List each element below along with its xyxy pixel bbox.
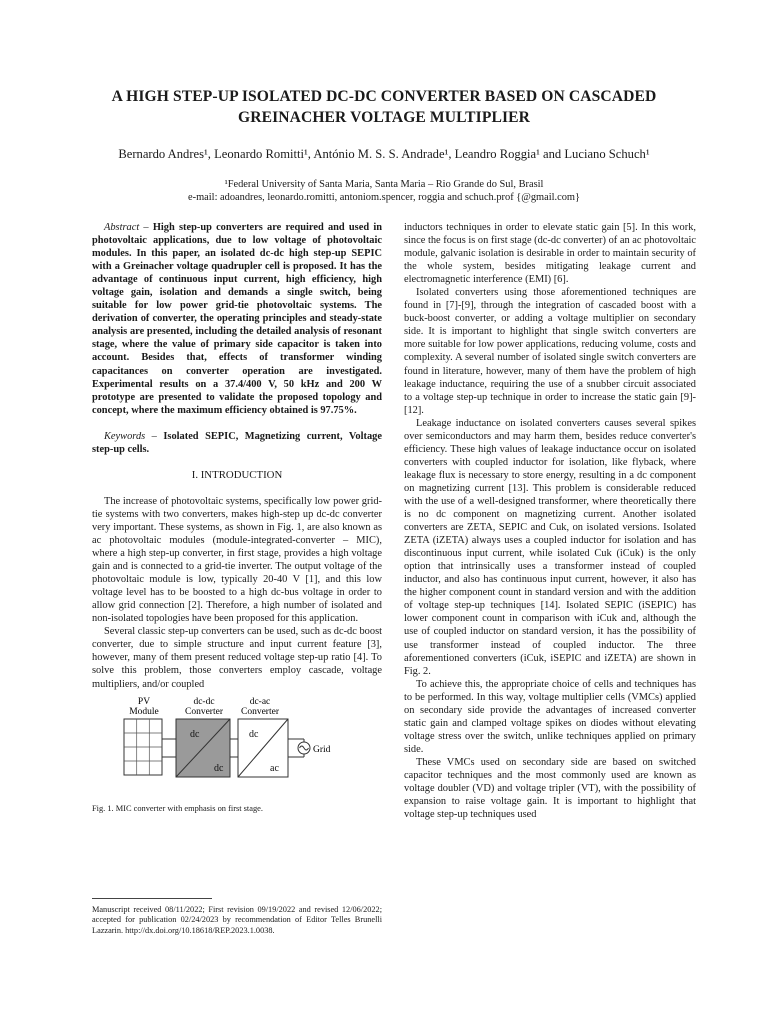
box2-bottom-label: ac bbox=[270, 762, 279, 774]
dcdc-label-1: dc-dc bbox=[193, 696, 215, 707]
grid-label: Grid bbox=[313, 744, 331, 755]
email-line: e-mail: adoandres, leonardo.romitti, antoniom.spencer, roggia and schuch.prof {@gmail.com} bbox=[188, 192, 580, 203]
affiliation-block bbox=[60, 178, 708, 204]
dcac-label-2: Converter bbox=[241, 706, 279, 717]
paragraph: inductors techniques in order to elevate static gain [5]. In this work, since the focus is on first stage (dc-dc converter) of an ac photovoltaic module, galvanic isolation is desirable in order to maintain security of the whole system, besides mitigating leakage current and electromagnetic interference (EMI) [6]. bbox=[404, 222, 696, 286]
paragraph: Several classic step-up converters can be used, such as dc-dc boost converter, due to simple structure and input current feature [3], however, many of them present reduced voltage step-up ratio [4]. To solve this problem, those converters employ cascade, voltage multipliers, and/or coupled bbox=[92, 626, 382, 690]
dcac-label-1: dc-ac bbox=[249, 696, 271, 707]
dcac-converter-block bbox=[238, 719, 288, 777]
grid-source-icon bbox=[298, 742, 310, 754]
paragraph: Isolated converters using those aforementioned techniques are found in [7]-[9], through the integration of cascaded boost with a buck-boost converter, or adding a voltage multiplier on secondary side. It is important to highlight that single switch converters are more suitable for low power applications, reducing volume, costs and complexity. A several number of isolated single switch converters are found in literature, however, many of them have the problem of high leakage inductance, requiring the use of a snubber circuit associated to a voltage step-up technique in order to increase the static gain [9]-[12]. bbox=[404, 287, 696, 416]
section-heading-introduction: I. INTRODUCTION bbox=[191, 468, 283, 481]
title-line-2: GREINACHER VOLTAGE MULTIPLIER bbox=[237, 109, 530, 126]
manuscript-note: Manuscript received 08/11/2022; First revision 09/19/2022 and revised 12/06/2022; accepted for publication 02/24/2023 by recommendation of Editor Telles Brunelli Lazzarin. http://dx.doi.org/10.18618/REP.2023.1.0038. bbox=[92, 905, 382, 935]
affiliation: ¹Federal University of Santa Maria, Santa Maria – Rio Grande do Sul, Brasil bbox=[224, 179, 544, 190]
keywords-label: Keywords – bbox=[104, 430, 157, 442]
paper-title bbox=[60, 86, 708, 128]
paragraph: Leakage inductance on isolated converters causes several spikes over semiconductors and may harm them, besides reduce converter's efficiency. These high values of leakage inductance occur on isolated converters with coupled inductor for isolation, like flyback, where leakage flux is necessary to store energy, resulting in a dc component on magnetizing current [13]. This problem is considerable reduced with the use of a well-designed transformer, where theoretically there is no dc component on magnetizing current. Another isolated converters are ZETA, SEPIC and Cuk, on isolated versions. Isolated ZETA (iZETA) always uses a coupled inductor for isolation and has discontinuous input current, while isolated Cuk (iCuk) is the only option that intrinsically uses a transformer instead of coupled inductor, and also has continuous input current, however, it also has the higher component count in standard version and with the addition of voltage step-up techniques [14]. Isolated SEPIC (iSEPIC) has lower component count in comparison with iCuk and, although the use of coupled inductor on standard version, it has the possibility of use transformer instead of coupled inductor. The three aforementioned converters (iCuk, iSEPIC and iZETA) are shown in Fig. 2. bbox=[404, 417, 696, 677]
dcdc-label-2: Converter bbox=[185, 706, 223, 717]
pv-module-icon bbox=[124, 719, 162, 775]
pv-label-2: Module bbox=[129, 706, 159, 717]
right-column bbox=[404, 221, 696, 821]
pv-label-1: PV bbox=[137, 696, 151, 707]
abstract bbox=[92, 221, 382, 417]
mic-diagram bbox=[92, 695, 382, 803]
keywords-text: Isolated SEPIC, Magnetizing current, Voltage step-up cells. bbox=[92, 430, 382, 455]
abstract-text: High step-up converters are required and used in photovoltaic applications, due to low voltage of photovoltaic modules. In this paper, an isolated dc-dc high step-up SEPIC with a Greinacher voltage quadrupler cell is proposed. It has the advantage of continuous input current, high efficiency, high voltage gain, isolation and demands a single switch, being suitable for low power grid-tie photovoltaic systems. The derivation of converter, the operating principles and steady-state analysis are presented, including the detailed analysis of resonant stage, where the value of primary side capacitor is taken into account. Besides that, effects of transformer winding capacitances on converter operation are investigated. Experimental results on a 37.4/400 V, 50 kHz and 200 W prototype are presented to validate the proposed topology and concept, where the maximum efficiency obtained is 97.75%. bbox=[92, 222, 382, 416]
keywords bbox=[92, 430, 382, 456]
title-line-1: A HIGH STEP-UP ISOLATED DC-DC CONVERTER BASED ON CASCADED bbox=[111, 88, 657, 105]
paragraph: The increase of photovoltaic systems, specifically low power grid-tie systems with two converters, makes high-step up dc-dc converter very important. These systems, as shown in Fig. 1, are also known as ac photovoltaic modules (module-integrated-converter – MIC), where a high step-up converter, in first stage, provides a high voltage gain and is connected to a grid-tie inverter. The output voltage of the photovoltaic module is low, typically 20-40 V [1], and this low voltage level has to be boosted to a high dc-bus voltage in order to allow grid connection [2]. Therefore, a high number of isolated and non-isolated topologies have been proposed for this application. bbox=[92, 495, 382, 625]
box1-top-label: dc bbox=[190, 728, 200, 740]
figure-1-caption: Fig. 1. MIC converter with emphasis on first stage. bbox=[92, 803, 263, 813]
box2-top-label: dc bbox=[249, 728, 259, 740]
dcdc-converter-block bbox=[176, 719, 230, 777]
paragraph: To achieve this, the appropriate choice of cells and techniques has to be performed. In this way, voltage multiplier cells (VMCs) applied on secondary side provide the advantages of increased converter static gain and clamped voltage spikes on diodes without elevating voltage stress over the switch, unlike techniques applied on primary side. bbox=[404, 678, 696, 755]
footnote-rule bbox=[92, 898, 212, 899]
footnote bbox=[92, 898, 382, 936]
left-column bbox=[92, 221, 382, 814]
abstract-label: Abstract – bbox=[104, 222, 149, 233]
figure-1 bbox=[92, 695, 382, 803]
box1-bottom-label: dc bbox=[214, 762, 224, 774]
paragraph: These VMCs used on secondary side are based on switched capacitor techniques and the most commonly used are known as voltage doubler (VD) and voltage tripler (VT), with the possibility of expansion to raise voltage gain. It is important to highlight that voltage step-up techniques used bbox=[404, 756, 696, 821]
author-list: Bernardo Andres¹, Leonardo Romitti¹, António M. S. S. Andrade¹, Leandro Roggia¹ and Luciano Schuch¹ bbox=[118, 147, 650, 161]
